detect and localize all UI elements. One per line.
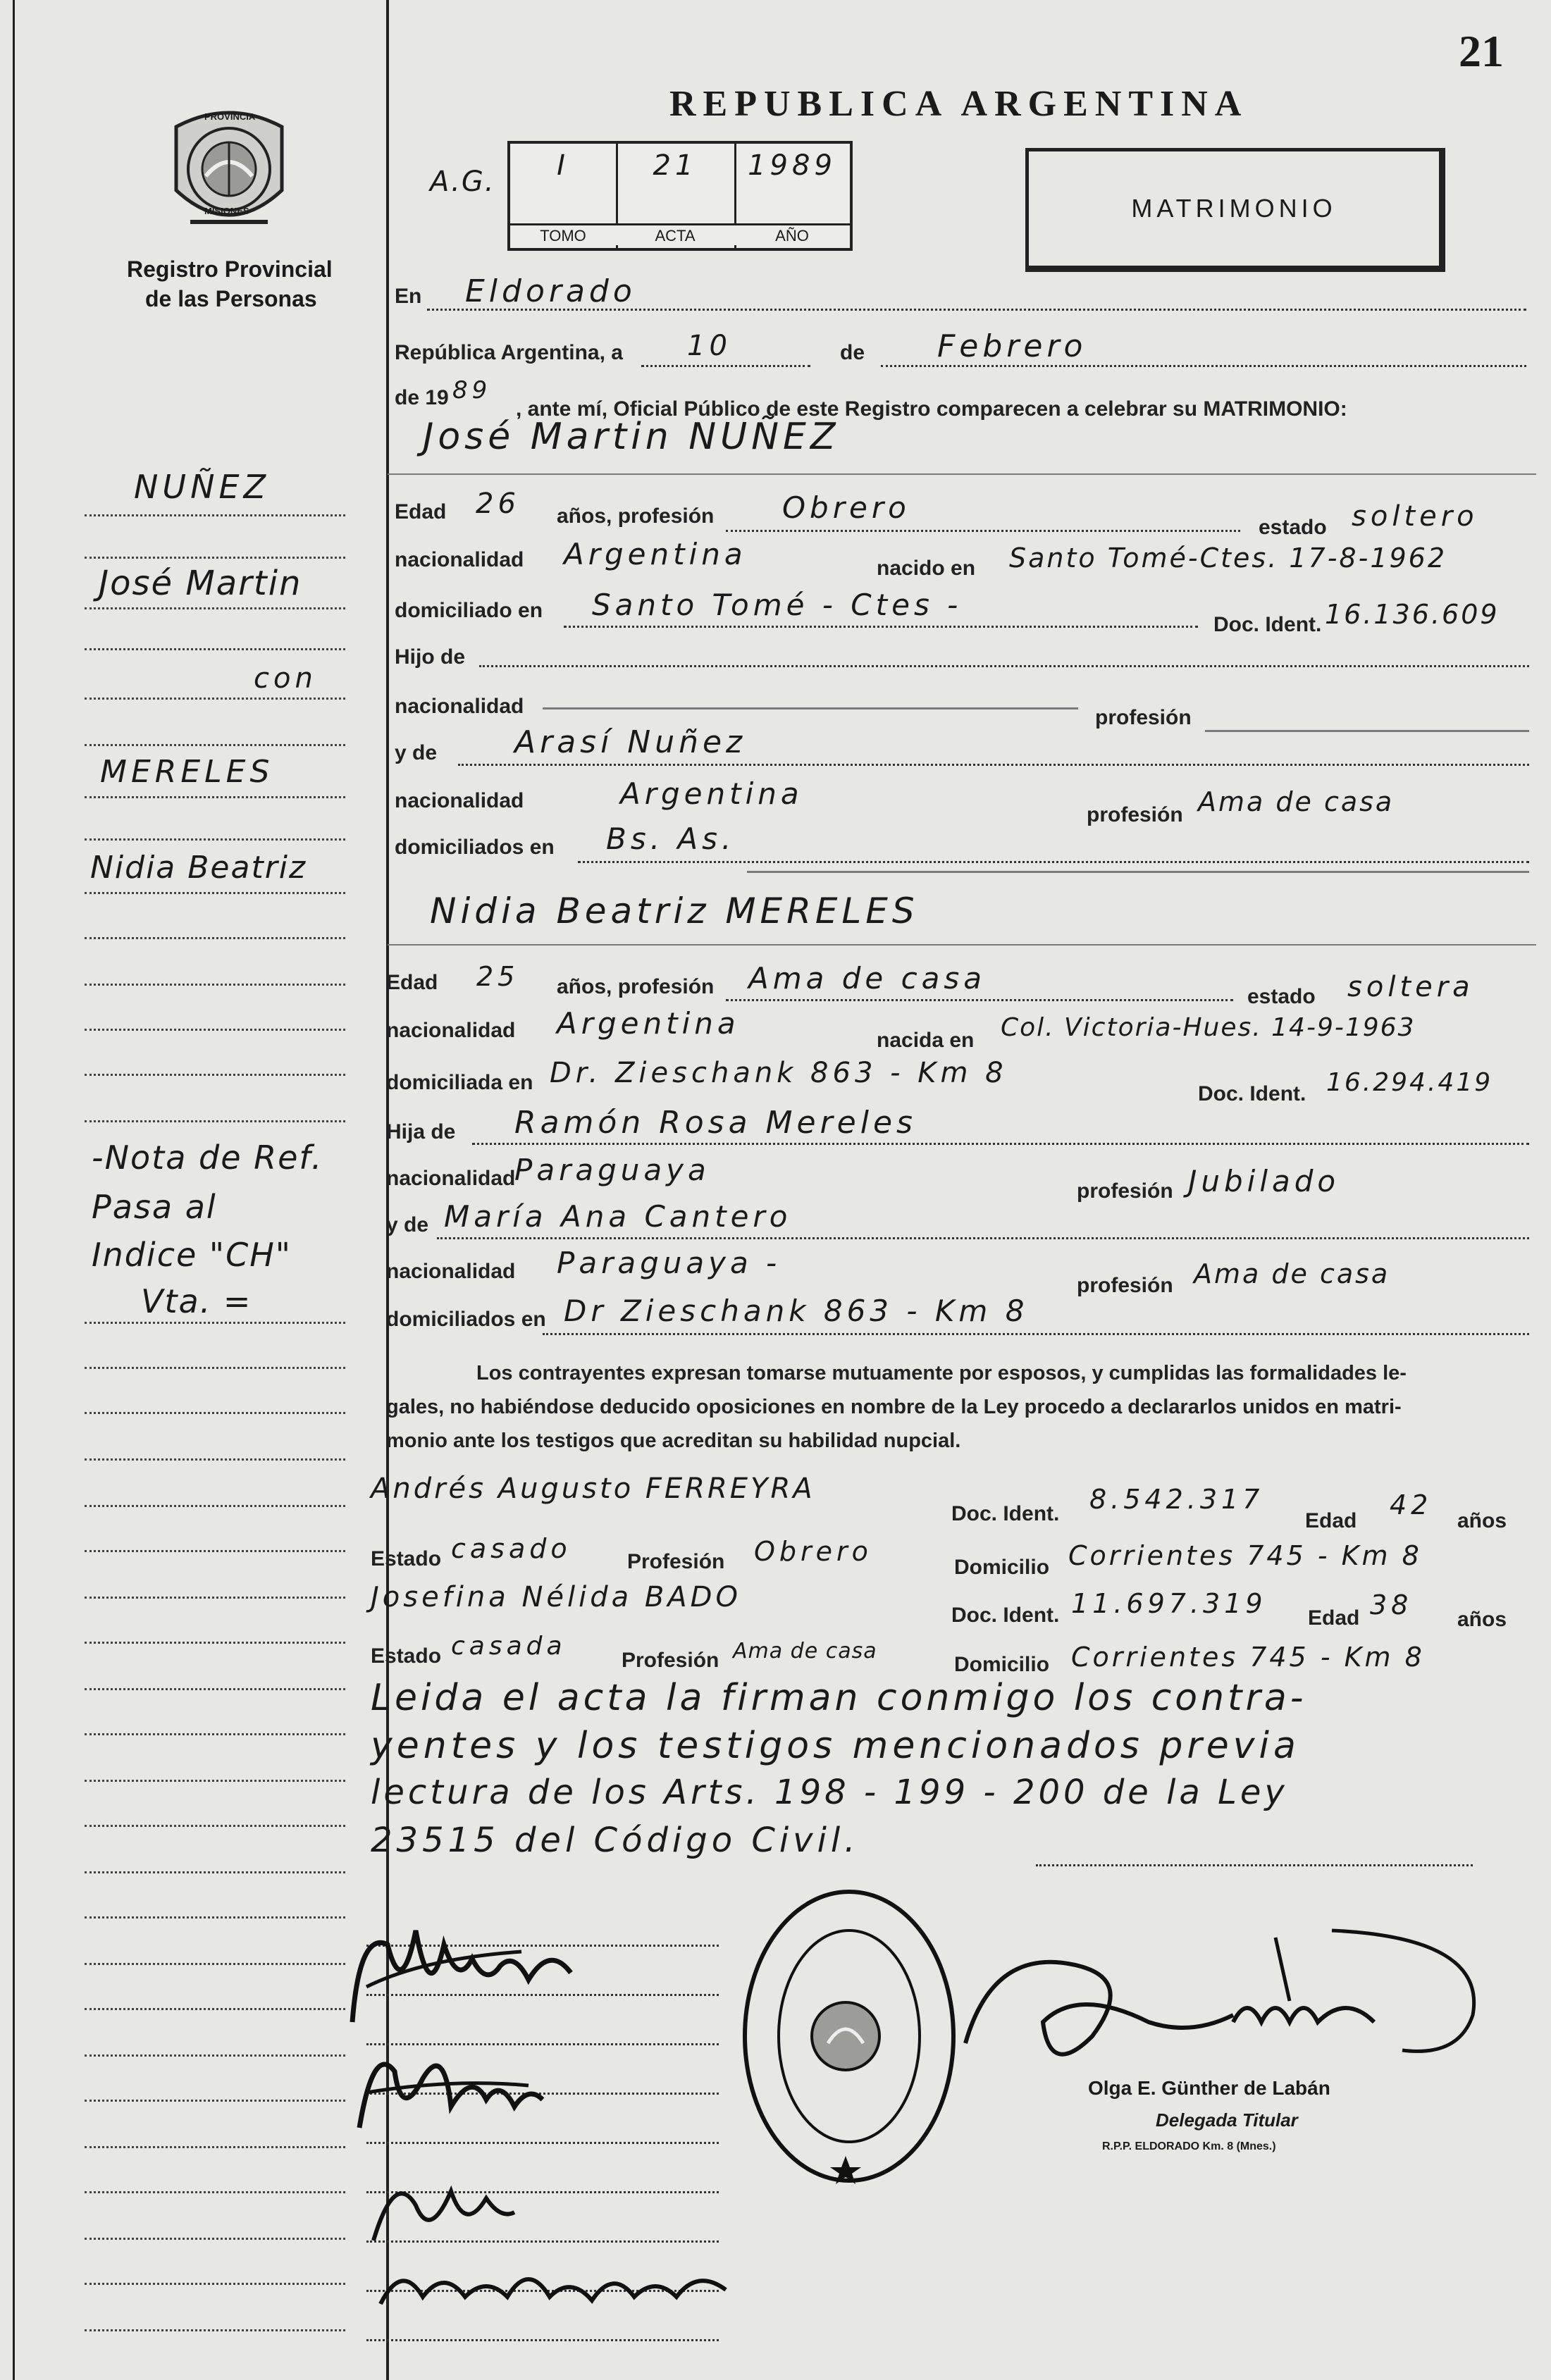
margin-line [85, 2283, 345, 2285]
dots-bride-parents [543, 1333, 1529, 1335]
witness2-signature-icon [373, 2248, 740, 2325]
dots-bride-mother [437, 1237, 1529, 1239]
margin-surname2: MERELES [100, 754, 274, 790]
bride-domicile: Dr. Zieschank 863 - Km 8 [550, 1057, 1008, 1089]
margin-line [85, 1322, 345, 1324]
margin-line [85, 514, 345, 516]
margin-line [85, 984, 345, 986]
label-prof-mother-bride: profesión [1077, 1274, 1173, 1297]
label-doms-bride: domiciliados en [386, 1308, 546, 1331]
label-estado-w2: Estado [371, 1644, 442, 1668]
label-prof-father-bride: profesión [1077, 1179, 1173, 1203]
margin-line [85, 2054, 345, 2057]
margin-line [85, 2008, 345, 2010]
record-box [507, 141, 853, 251]
label-nac-bride: nacionalidad [386, 1019, 516, 1042]
place-month: Febrero [937, 328, 1087, 364]
margin-line [85, 1642, 345, 1644]
witness1-doc: 8.542.317 [1089, 1484, 1264, 1515]
label-de19: de 19 [395, 386, 449, 409]
margin-line [85, 1367, 345, 1369]
place-year: 89 [452, 376, 492, 404]
acta-label: ACTA [616, 223, 734, 245]
label-estado-w1: Estado [371, 1547, 442, 1570]
label-de: de [840, 341, 865, 364]
margin-line [85, 698, 345, 700]
label-anos-w2: años [1457, 1608, 1507, 1631]
groom-born: Santo Tomé-Ctes. 17-8-1962 [1009, 543, 1447, 574]
margin-line [85, 1871, 345, 1873]
margin-line [85, 1550, 345, 1552]
label-prof-mother-groom: profesión [1087, 803, 1183, 826]
label-nac-mother-groom: nacionalidad [395, 789, 524, 812]
witness1-status: casado [451, 1533, 571, 1564]
margin-line [85, 1688, 345, 1690]
act-type-label: MATRIMONIO [1131, 194, 1337, 223]
margin-line [85, 2238, 345, 2240]
acta-cell [616, 144, 736, 248]
bride-father: Ramón Rosa Mereles [514, 1105, 917, 1141]
bride-mother-prof: Ama de casa [1194, 1258, 1390, 1289]
rule-father-prof [1205, 730, 1529, 732]
sig-line [366, 2339, 719, 2341]
rule-groom-name [388, 473, 1536, 475]
margin-surname1: NUÑEZ [134, 468, 271, 506]
bride-father-prof: Jubilado [1188, 1164, 1340, 1198]
ano-cell [734, 144, 850, 248]
witness2-profession: Ama de casa [733, 1639, 877, 1663]
record-prefix: A.G. [430, 166, 495, 198]
groom-doc: 16.136.609 [1325, 599, 1500, 630]
bride-name: Nidia Beatriz MERELES [430, 891, 919, 931]
label-anos-w1: años [1457, 1509, 1507, 1532]
witness1-age: 42 [1390, 1489, 1433, 1520]
witness2-domicile: Corrientes 745 - Km 8 [1071, 1642, 1425, 1673]
label-yde-bride: y de [386, 1213, 429, 1237]
dots-groom-mother [458, 764, 1529, 766]
act-type-box [1025, 148, 1445, 272]
statement-line2: gales, no habiéndose deducido oposiciones en nombre de la Ley procedo a declararlos unidos en matri- [386, 1396, 1402, 1418]
margin-line [85, 937, 345, 939]
margin-line [85, 1825, 345, 1827]
rule-bride-name [388, 944, 1536, 946]
acta-value: 21 [653, 149, 698, 182]
label-estado-bride: estado [1247, 985, 1316, 1008]
closing-line2: yentes y los testigos mencionados previa [371, 1725, 1300, 1767]
statement-line3: monio ante los testigos que acreditan su habilidad nupcial. [386, 1430, 961, 1452]
label-ante-mi: , ante mí, Oficial Público de este Registro comparecen a celebrar su MATRIMONIO: [516, 397, 1347, 421]
margin-line [85, 1412, 345, 1414]
witness1-domicile: Corrientes 745 - Km 8 [1068, 1540, 1422, 1571]
label-hijo-de: Hijo de [395, 645, 466, 669]
label-nac-father-groom: nacionalidad [395, 695, 524, 718]
label-edad-groom: Edad [395, 500, 447, 523]
bride-profession: Ama de casa [748, 961, 987, 996]
province-crest-icon [162, 106, 296, 240]
bride-father-nat: Paraguaya [514, 1153, 710, 1187]
groom-signature-icon [338, 1902, 592, 2036]
bride-age: 25 [476, 961, 519, 992]
witness2-doc: 11.697.319 [1071, 1588, 1267, 1619]
label-republica: República Argentina, a [395, 341, 623, 364]
margin-note-l4: Vta. = [141, 1282, 252, 1320]
bride-mother: María Ana Cantero [444, 1199, 792, 1234]
dots-month [881, 365, 1526, 367]
margin-line [85, 1458, 345, 1461]
label-nac-groom: nacionalidad [395, 548, 524, 571]
dots-closing [1036, 1864, 1473, 1866]
groom-mother-nat: Argentina [620, 776, 803, 811]
margin-line [85, 1505, 345, 1507]
label-edad-w2: Edad [1308, 1606, 1360, 1630]
registry-name-line2: de las Personas [145, 286, 317, 311]
registry-name-line1: Registro Provincial [127, 256, 333, 282]
ano-label: AÑO [734, 223, 850, 245]
dots-bride-prof [726, 999, 1233, 1001]
groom-name: José Martin NUÑEZ [423, 416, 840, 458]
dots-groom-prof [726, 530, 1240, 532]
closing-line1: Leida el acta la firman conmigo los contra- [371, 1677, 1307, 1719]
margin-line [85, 648, 345, 650]
label-doc-groom: Doc. Ident. [1213, 613, 1322, 636]
officer-title: Delegada Titular [1156, 2109, 1298, 2131]
label-edad-w1: Edad [1305, 1509, 1357, 1532]
tomo-cell [510, 144, 618, 248]
witness2-age: 38 [1370, 1589, 1413, 1620]
label-anos-prof-bride: años, profesión [557, 975, 715, 998]
dots-groom-parents [578, 861, 1529, 863]
label-yde-groom: y de [395, 741, 438, 764]
margin-line [85, 1074, 345, 1076]
groom-parents-dom: Bs. As. [606, 822, 736, 856]
margin-line [85, 1963, 345, 1965]
margin-line [85, 838, 345, 841]
label-nac-mother-bride: nacionalidad [386, 1260, 516, 1283]
label-prof-father-groom: profesión [1095, 706, 1192, 729]
label-en: En [395, 285, 422, 308]
bride-signature-icon [345, 2029, 557, 2149]
margin-note-l2: Pasa al [92, 1188, 217, 1226]
margin-line [85, 1029, 345, 1031]
tomo-value: I [557, 149, 569, 182]
margin-note-l3: Indice "CH" [92, 1236, 292, 1274]
groom-nationality: Argentina [564, 537, 747, 571]
rule-father-nat [543, 707, 1078, 709]
dots-day [641, 365, 810, 367]
margin-line [85, 1120, 345, 1122]
rule-groom-end [747, 871, 1529, 873]
closing-line4: 23515 del Código Civil. [371, 1821, 860, 1860]
label-domicilio-w1: Domicilio [954, 1556, 1050, 1579]
closing-line3: lectura de los Arts. 198 - 199 - 200 de la Ley [371, 1773, 1288, 1812]
margin-con: con [254, 662, 317, 695]
label-edad-bride: Edad [386, 971, 438, 994]
label-dom-bride: domiciliada en [386, 1071, 533, 1094]
place-day: 10 [687, 330, 731, 362]
margin-line [85, 2100, 345, 2102]
label-estado-groom: estado [1259, 516, 1327, 539]
crest-bottom-text: MISIONES [204, 206, 249, 216]
margin-line [85, 2329, 345, 2331]
margin-line [85, 2146, 345, 2148]
margin-line [85, 1780, 345, 1782]
label-nac-father-bride: nacionalidad [386, 1167, 516, 1190]
officer-office: R.P.P. ELDORADO Km. 8 (Mnes.) [1102, 2140, 1276, 2152]
label-prof-w2: Profesión [622, 1649, 719, 1672]
label-hija-de: Hija de [386, 1120, 456, 1143]
margin-note-l1: -Nota de Ref. [92, 1139, 323, 1177]
page-number: 21 [1459, 26, 1504, 76]
margin-line [85, 744, 345, 746]
margin-line [85, 1916, 345, 1919]
margin-line [85, 2191, 345, 2193]
bride-nationality: Argentina [557, 1006, 740, 1041]
margin-line [85, 796, 345, 798]
label-dom-groom: domiciliado en [395, 599, 543, 622]
witness1-signature-icon [366, 2163, 521, 2255]
margin-line [85, 557, 345, 559]
witness2-name: Josefina Nélida BADO [371, 1581, 741, 1613]
margin-line [85, 1733, 345, 1735]
dots-bride-father [472, 1143, 1529, 1145]
margin-line [85, 1597, 345, 1599]
label-doc-w2: Doc. Ident. [951, 1604, 1060, 1627]
dots-groom-dom [564, 626, 1198, 628]
officer-name: Olga E. Günther de Labán [1088, 2077, 1330, 2099]
label-nacido-en: nacido en [877, 557, 976, 580]
label-doc-w1: Doc. Ident. [951, 1502, 1060, 1525]
officer-signature-icon [937, 1916, 1501, 2085]
groom-mother: Arasí Nuñez [514, 724, 747, 760]
registry-stamp-icon [740, 1888, 958, 2184]
witness2-status: casada [451, 1632, 567, 1661]
statement-line1: Los contrayentes expresan tomarse mutuamente por esposos, y cumplidas las formalidades le- [476, 1362, 1407, 1384]
groom-domicile: Santo Tomé - Ctes - [592, 588, 963, 622]
crest-top-text: PROVINCIA [204, 111, 256, 122]
tomo-label: TOMO [510, 223, 616, 245]
dots-hijo [479, 665, 1529, 667]
country-heading: REPUBLICA ARGENTINA [669, 84, 1249, 124]
label-prof-w1: Profesión [627, 1550, 725, 1573]
label-anos-prof-groom: años, profesión [557, 504, 715, 528]
label-domicilio-w2: Domicilio [954, 1653, 1050, 1676]
margin-name1: José Martin [99, 564, 302, 603]
label-doc-bride: Doc. Ident. [1198, 1082, 1306, 1105]
bride-parents-dom: Dr Zieschank 863 - Km 8 [564, 1294, 1029, 1328]
ano-value: 1989 [748, 149, 836, 182]
bride-status: soltera [1347, 971, 1474, 1003]
groom-mother-prof: Ama de casa [1198, 786, 1395, 817]
margin-line [85, 607, 345, 609]
place-en: Eldorado [465, 273, 636, 309]
groom-status: soltero [1352, 500, 1478, 533]
label-doms-groom: domiciliados en [395, 836, 555, 859]
left-edge [13, 0, 15, 2380]
groom-profession: Obrero [782, 490, 910, 525]
witness1-name: Andrés Augusto FERREYRA [371, 1473, 815, 1505]
margin-name2: Nidia Beatriz [90, 850, 307, 886]
label-nacida-en: nacida en [877, 1029, 975, 1052]
margin-line [85, 892, 345, 894]
witness1-profession: Obrero [754, 1536, 872, 1567]
bride-mother-nat: Paraguaya - [557, 1246, 781, 1280]
bride-doc: 16.294.419 [1326, 1068, 1493, 1097]
bride-born: Col. Victoria-Hues. 14-9-1963 [1001, 1013, 1416, 1042]
groom-age: 26 [476, 488, 520, 520]
